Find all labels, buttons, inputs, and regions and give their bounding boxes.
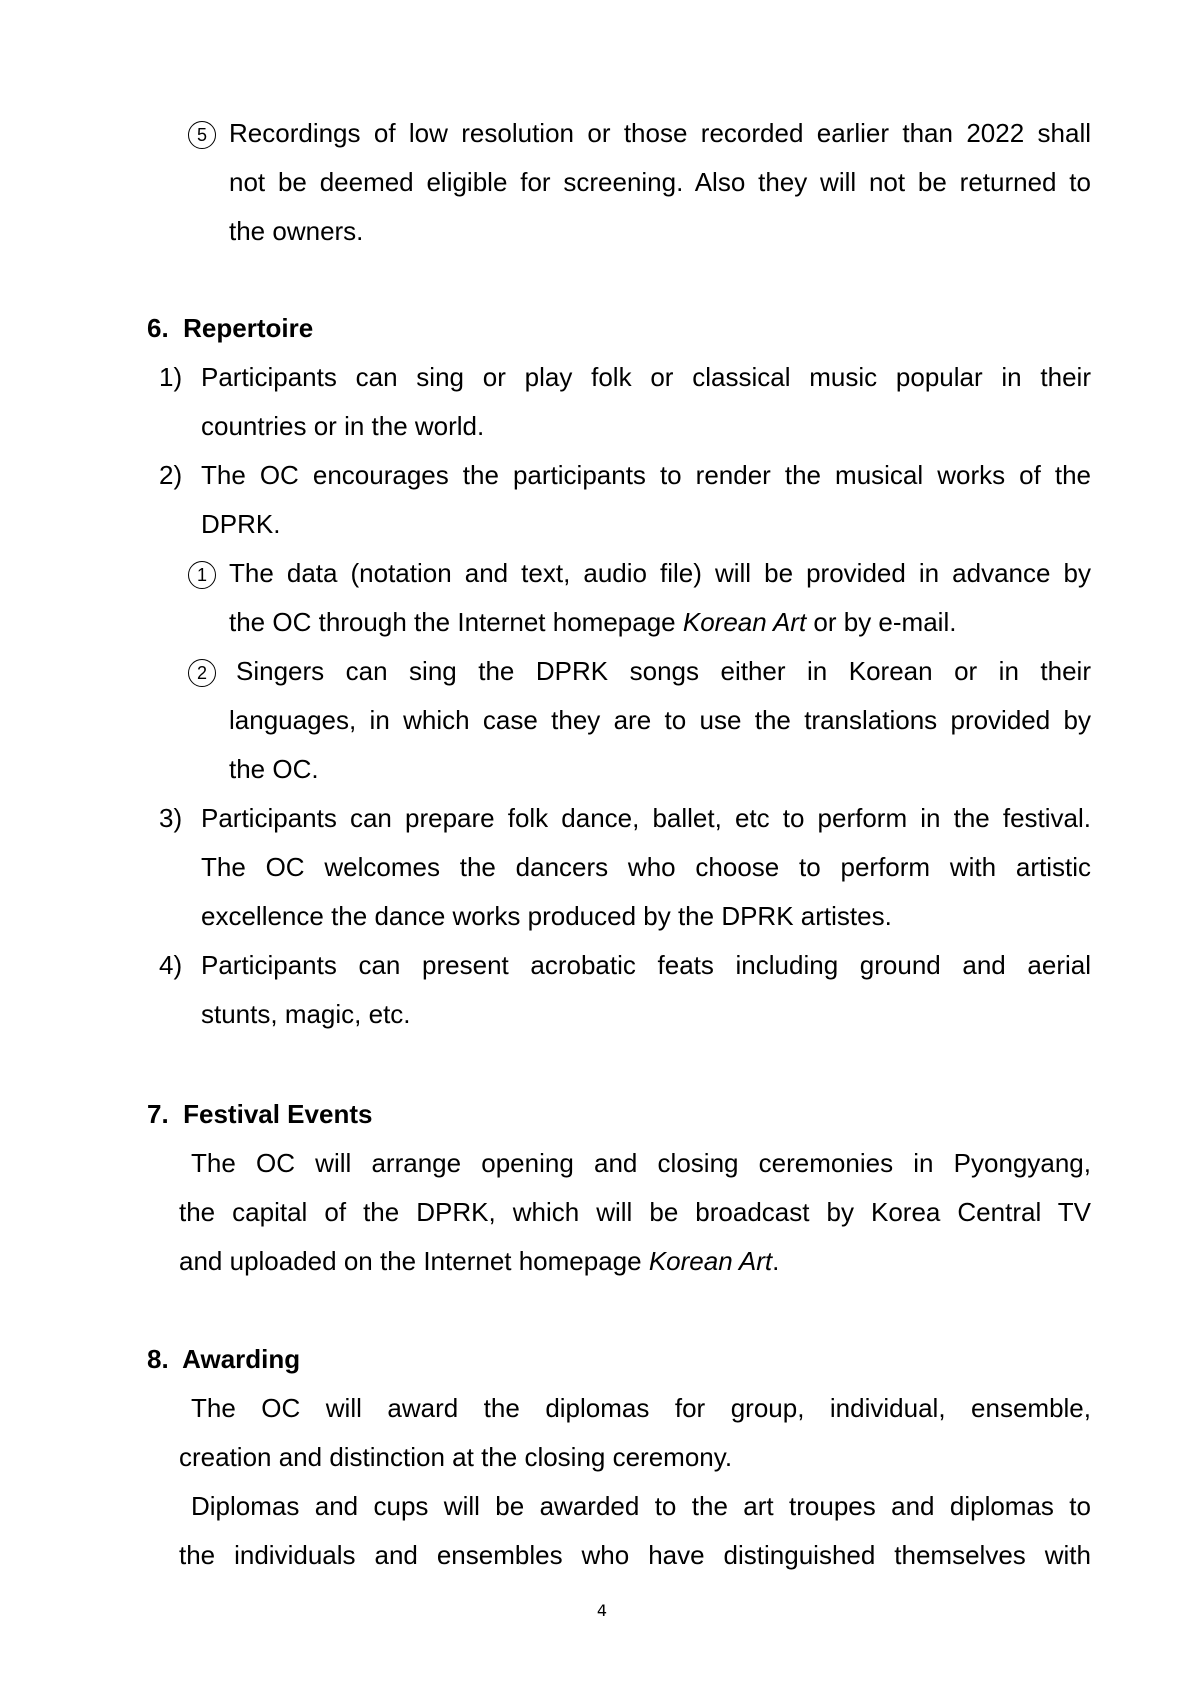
sec6-c2-marker-line [188,647,222,696]
sec6-c2-line-2: languages, in which case they are to use the translations provided by [229,705,1091,735]
circled-number-1: 1 [188,561,216,589]
sec8-line-4: the individuals and ensembles who have distinguished themselves with [179,1540,1091,1570]
sec6-p3-line-3: excellence the dance works produced by the DPRK artistes. [201,901,892,931]
sec6-c2-line-1: Singers can sing the DPRK songs either in Korean or in their [236,656,1091,686]
section-7-heading: 7. Festival Events [147,1099,373,1129]
sec6-p4-number: 4) [159,950,183,980]
sec8-line-2: creation and distinction at the closing ceremony. [179,1442,733,1472]
sec6-p1-number: 1) [159,362,183,392]
sec6-p4-line-2: stunts, magic, etc. [201,999,411,1029]
item5-line-3: the owners. [229,216,364,246]
sec7-line-3-end: . [772,1246,780,1276]
korean-art-italic-2: Korean Art [648,1246,773,1276]
sec6-p3-line-2: The OC welcomes the dancers who choose to perform with artistic [201,852,1091,882]
sec7-line-3 [179,1237,779,1286]
sec7-line-3-text: and uploaded on the Internet homepage [179,1246,649,1276]
sec6-p2-line-1: The OC encourages the participants to render the musical works of the [201,460,1091,490]
circled-number-5: 5 [188,121,216,149]
sec7-line-2: the capital of the DPRK, which will be broadcast by Korea Central TV [179,1197,1091,1227]
sec6-c1-line-2-text: the OC through the Internet homepage [229,607,683,637]
sec8-line-1: The OC will award the diplomas for group, individual, ensemble, [191,1393,1091,1423]
circled-number-2: 2 [188,659,216,687]
sec6-c1-marker-line [188,549,222,598]
sec6-p2-line-2: DPRK. [201,509,281,539]
sec6-c2-line-3: the OC. [229,754,319,784]
page-number: 4 [596,1601,608,1620]
korean-art-italic: Korean Art [682,607,807,637]
sec6-p4-line-1: Participants can present acrobatic feats including ground and aerial [201,950,1091,980]
sec6-p3-number: 3) [159,803,183,833]
sec6-p1-line-1: Participants can sing or play folk or classical music popular in their [201,362,1091,392]
item5-line-2: not be deemed eligible for screening. Also they will not be returned to [229,167,1091,197]
sec6-p1-line-2: countries or in the world. [201,411,485,441]
sec6-p3-line-1: Participants can prepare folk dance, ballet, etc to perform in the festival. [201,803,1091,833]
sec6-c1-line-2-end: or by e-mail. [806,607,957,637]
sec6-c1-line-2 [229,598,956,647]
section-8-heading: 8. Awarding [147,1344,301,1374]
sec6-c1-line-1: The data (notation and text, audio file) will be provided in advance by [229,558,1091,588]
sec8-line-3: Diplomas and cups will be awarded to the art troupes and diplomas to [191,1491,1091,1521]
item5-line-1: Recordings of low resolution or those recorded earlier than 2022 shall [229,118,1091,148]
sec7-line-1: The OC will arrange opening and closing ceremonies in Pyongyang, [191,1148,1091,1178]
item5-marker-line [188,109,222,158]
section-6-heading: 6. Repertoire [147,313,314,343]
sec6-p2-number: 2) [159,460,183,490]
